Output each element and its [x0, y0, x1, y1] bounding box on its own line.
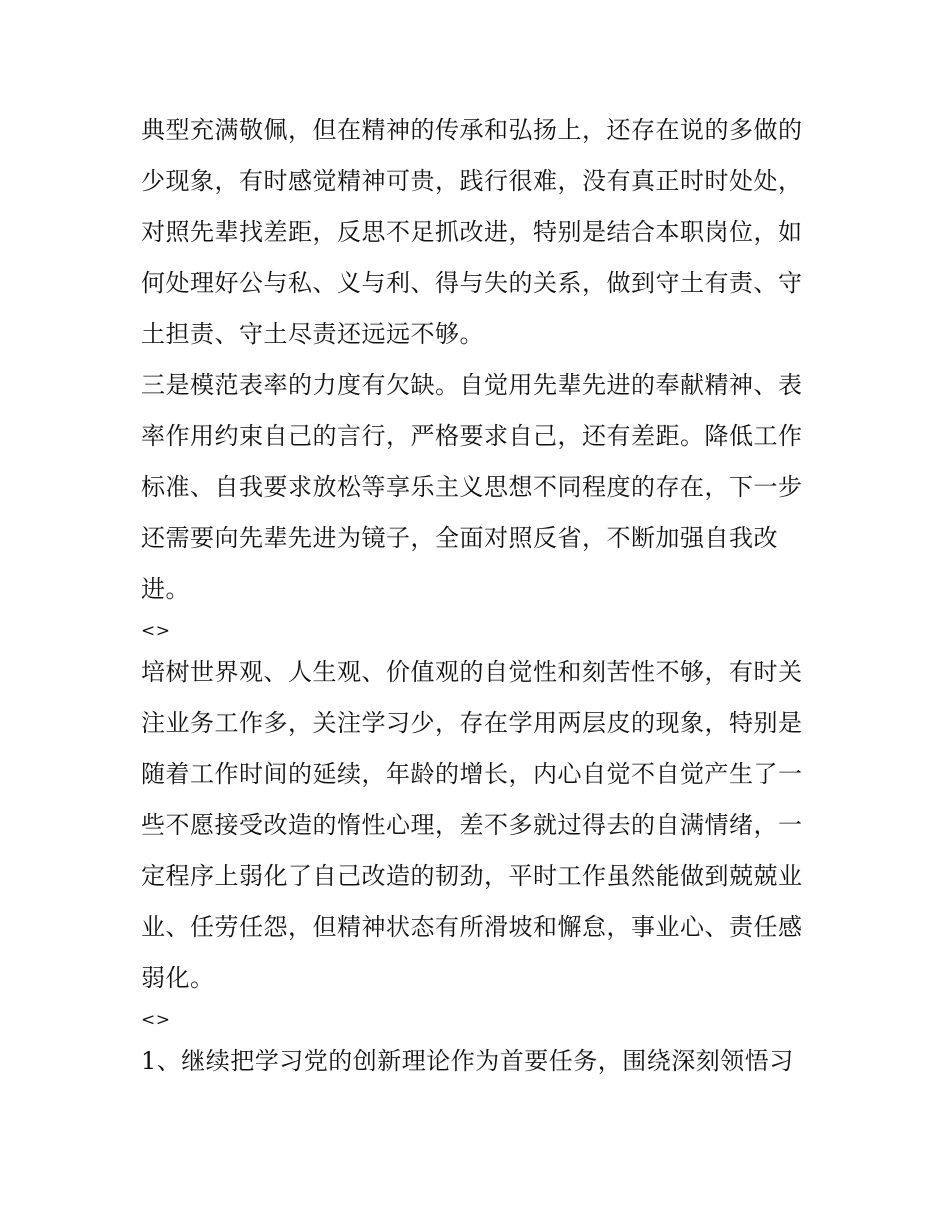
text-line: 业、任劳任怨，但精神状态有所滑坡和懈怠，事业心、责任感: [141, 913, 803, 941]
paragraph-4: [141, 1036, 816, 1087]
text-line: 标准、自我要求放松等享乐主义思想不同程度的存在，下一步: [141, 473, 803, 501]
text-line: 进。: [141, 575, 190, 603]
text-line: 随着工作时间的延续，年龄的增长，内心自觉不自觉产生了一: [141, 760, 803, 788]
section-marker: <>: [141, 1010, 171, 1030]
paragraph-3: [141, 647, 816, 1004]
paragraph-2: [141, 360, 816, 615]
text-line: 弱化。: [141, 964, 215, 992]
text-line: 何处理好公与私、义与利、得与失的关系，做到守土有责、守: [141, 269, 803, 297]
text-line: 典型充满敬佩，但在精神的传承和弘扬上，还存在说的多做的: [141, 116, 803, 144]
text-line: 培树世界观、人生观、价值观的自觉性和刻苦性不够，有时关: [141, 658, 803, 686]
text-line: 三是模范表率的力度有欠缺。自觉用先辈先进的奉献精神、表: [141, 371, 803, 399]
text-line: 注业务工作多，关注学习少，存在学用两层皮的现象，特别是: [141, 709, 803, 737]
text-line: 定程序上弱化了自己改造的韧劲，平时工作虽然能做到兢兢业: [141, 862, 803, 890]
paragraph-1: [141, 105, 816, 360]
text-line: 1、继续把学习党的创新理论作为首要任务，围绕深刻领悟习: [141, 1047, 794, 1075]
text-line: 少现象，有时感觉精神可贵，践行很难，没有真正时时处处，: [141, 167, 803, 195]
text-line: 对照先辈找差距，反思不足抓改进，特别是结合本职岗位，如: [141, 218, 803, 246]
text-line: 土担责、守土尽责还远远不够。: [141, 320, 484, 348]
text-line: 些不愿接受改造的惰性心理，差不多就过得去的自满情绪，一: [141, 811, 803, 839]
text-line: 还需要向先辈先进为镜子，全面对照反省，不断加强自我改: [141, 524, 778, 552]
document-body: [141, 105, 816, 1087]
text-line: 率作用约束自己的言行，严格要求自己，还有差距。降低工作: [141, 422, 803, 450]
section-marker: <>: [141, 621, 171, 641]
